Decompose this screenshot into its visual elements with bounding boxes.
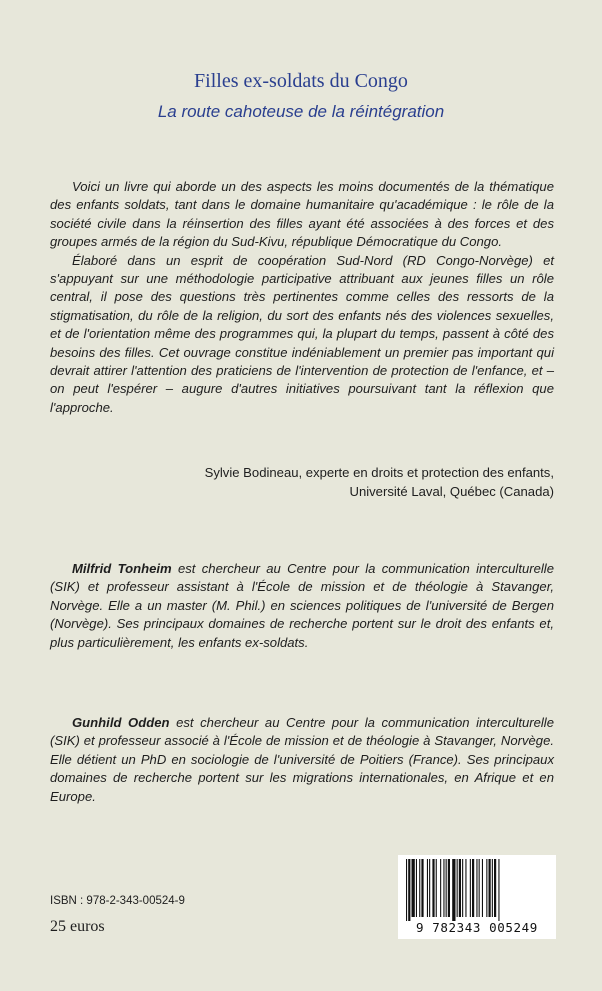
barcode-bar [462, 859, 463, 917]
barcode-digits: 9 782343 005249 [416, 920, 538, 935]
barcode-bar [472, 859, 474, 917]
barcode-bar [452, 859, 455, 921]
barcode-bar [443, 859, 444, 917]
barcode-bar [448, 859, 450, 917]
review-affiliation: Université Laval, Québec (Canada) [349, 484, 554, 499]
author-bio-text: est chercheur au Centre pour la communication interculturelle (SIK) et professeur assistant à l'École de mission et de théologie à Stavanger, Norvège. Elle a un master (M. Phil.) en sciences politiques de l'université de Bergen (Norvège). Ses principaux domaines de recherche portent sur le droit des enfants et, plus particulièrement, les enfants ex-soldats. [50, 561, 554, 650]
barcode-bar [489, 859, 491, 917]
barcode-bar [421, 859, 423, 917]
barcode-bar [446, 859, 447, 917]
barcode-bar [427, 859, 428, 917]
author-bio [50, 714, 554, 806]
price-label: 25 euros [50, 918, 105, 935]
author-name: Milfrid Tonheim [72, 561, 172, 576]
barcode-bar [470, 859, 471, 917]
review-signature: Sylvie Bodineau, experte en droits et protection des enfants, [204, 465, 554, 480]
barcode-bar [436, 859, 437, 917]
barcode-bar [440, 859, 441, 917]
author-bio-text: est chercheur au Centre pour la communication interculturelle (SIK) et professeur associé à l'École de mission et de théologie à Stavanger, Norvège. Elle détient un PhD en sociologie de l'université de Poitiers (France). Ses principaux domaines de recherche portent sur les migrations internationales, en Afrique et en Europe. [50, 715, 554, 804]
review-paragraph: Élaboré dans un esprit de coopération Sud-Nord (RD Congo-Norvège) et s'appuyant sur une méthodologie participative attribuant aux jeunes filles un rôle central, il pose des questions très pertinentes comme celles des ressorts de la stigmatisation, du rôle de la religion, du sort des enfants nés des violences sexuelles, et de l'orientation même des programmes qui, la plupart du temps, passent à côté des besoins des filles. Cet ouvrage constitue indéniablement un premier pas important qui devrait attirer l'attention des praticiens de l'intervention de protection de l'enfance, et – on peut l'espérer – augure d'autres initiatives poursuivant tant la réflexion que l'approche. [50, 252, 554, 415]
barcode [398, 855, 556, 939]
barcode-bar [412, 859, 415, 917]
author-bio [50, 560, 554, 652]
barcode-bar [457, 859, 458, 917]
review-text [50, 178, 554, 417]
author-name: Gunhild Odden [72, 715, 170, 730]
book-subtitle: La route cahoteuse de la réintégration [157, 102, 445, 121]
barcode-bar [429, 859, 430, 917]
barcode-icon [398, 855, 556, 921]
barcode-bar [459, 859, 461, 917]
barcode-bar [416, 859, 417, 917]
barcode-bar [482, 859, 483, 917]
barcode-bar [406, 859, 407, 921]
barcode-bar [419, 859, 420, 917]
barcode-bar [476, 859, 477, 917]
barcode-bar [408, 859, 410, 921]
barcode-bar [479, 859, 480, 917]
barcode-bar [432, 859, 434, 917]
review-paragraph: Voici un livre qui aborde un des aspects les moins documentés de la thématique des enfants soldats, tant dans le domaine humanitaire qu'académique : le rôle de la société civile dans la réinsertion des filles ayant été associées à des forces et des groupes armés de la région du Sud-Kivu, république Démocratique du Congo. [50, 179, 554, 250]
barcode-bar [498, 859, 499, 921]
barcode-bar [492, 859, 493, 917]
isbn-label: ISBN : 978-2-343-00524-9 [50, 895, 185, 907]
barcode-bar [465, 859, 466, 917]
barcode-bar [486, 859, 487, 917]
barcode-bar [494, 859, 496, 917]
book-title: Filles ex-soldats du Congo [194, 70, 408, 92]
